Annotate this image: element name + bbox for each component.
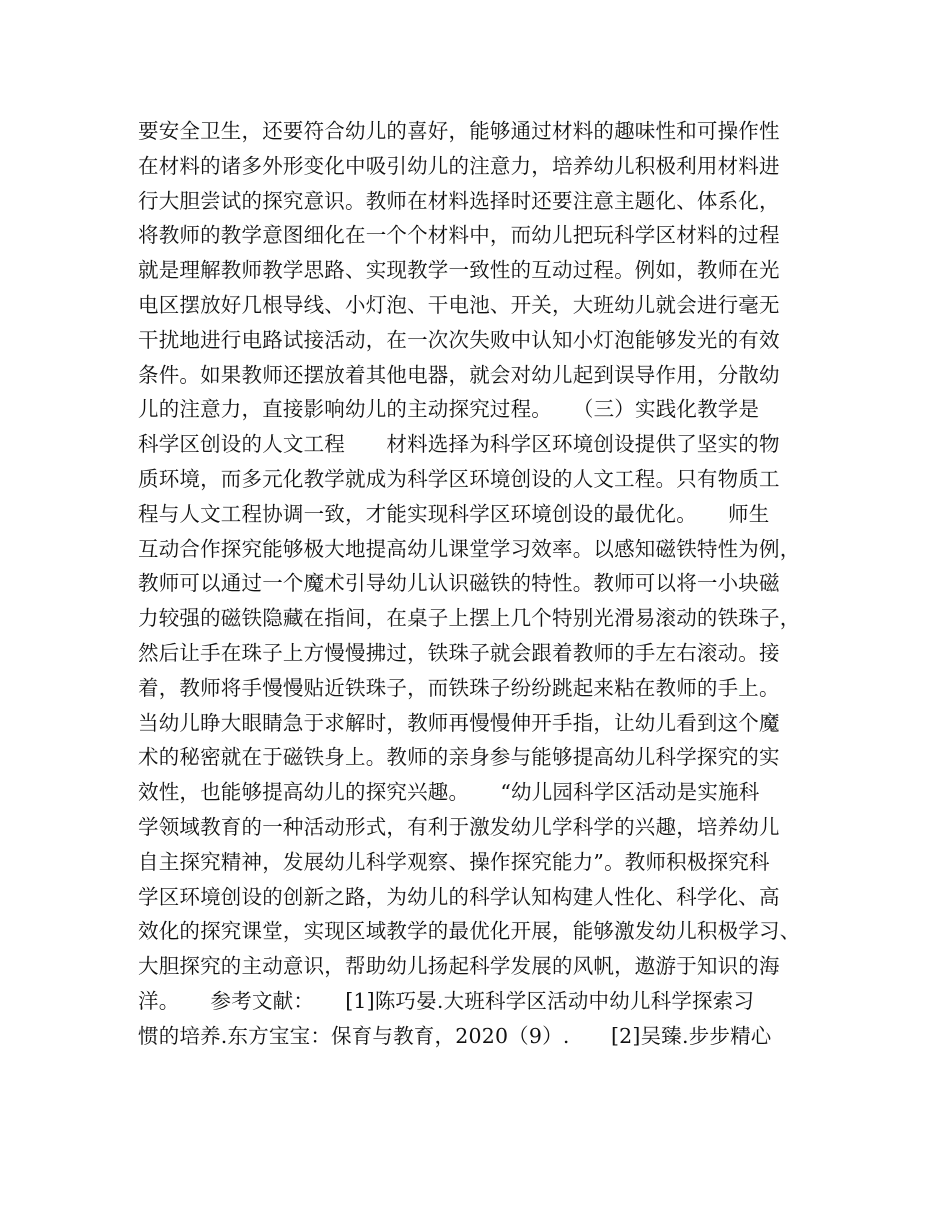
text-line: 术的秘密就在于磁铁身上。教师的亲身参与能够提高幼儿科学探究的实: [138, 745, 780, 770]
text-line: 学区环境创设的创新之路，为幼儿的科学认知构建人性化、科学化、高: [138, 884, 780, 909]
text-line: 程与人文工程协调一致，才能实现科学区环境创设的最优化。 师生: [138, 501, 770, 526]
text-line: 效化的探究课堂，实现区域教学的最优化开展，能够激发幼儿积极学习、: [138, 919, 801, 944]
body-text: [138, 114, 828, 1054]
text-line: 互动合作探究能够极大地提高幼儿课堂学习效率。以感知磁铁特性为例，: [138, 536, 801, 561]
text-line: 大胆探究的主动意识，帮助幼儿扬起科学发展的风帆，遨游于知识的海: [138, 954, 780, 979]
text-line: 条件。如果教师还摆放着其他电器，就会对幼儿起到误导作用，分散幼: [138, 362, 780, 387]
text-line: 干扰地进行电路试接活动，在一次次失败中认知小灯泡能够发光的有效: [138, 327, 780, 352]
text-line: 效性，也能够提高幼儿的探究兴趣。 “幼儿园科学区活动是实施科: [138, 780, 760, 805]
text-line: 自主探究精神，发展幼儿科学观察、操作探究能力”。教师积极探究科: [138, 849, 770, 874]
text-line: 洋。 参考文献： [1]陈巧晏.大班科学区活动中幼儿科学探索习: [138, 988, 755, 1013]
text-line: 力较强的磁铁隐藏在指间，在桌子上摆上几个特别光滑易滚动的铁珠子，: [138, 606, 801, 631]
text-line: 学领域教育的一种活动形式，有利于激发幼儿学科学的兴趣，培养幼儿: [138, 814, 780, 839]
text-line: 就是理解教师教学思路、实现教学一致性的互动过程。例如，教师在光: [138, 258, 780, 283]
text-line: 儿的注意力，直接影响幼儿的主动探究过程。 （三）实践化教学是: [138, 397, 760, 422]
text-line: 将教师的教学意图细化在一个个材料中，而幼儿把玩科学区材料的过程: [138, 223, 780, 248]
text-line: 质环境，而多元化教学就成为科学区环境创设的人文工程。只有物质工: [138, 466, 780, 491]
text-line: 惯的培养.东方宝宝：保育与教育，2020（9）. [2]吴臻.步步精心: [138, 1023, 772, 1048]
text-line: 行大胆尝试的探究意识。教师在材料选择时还要注意主题化、体系化，: [138, 188, 780, 213]
text-line: 科学区创设的人文工程 材料选择为科学区环境创设提供了坚实的物: [138, 432, 780, 457]
text-line: 当幼儿睁大眼睛急于求解时，教师再慢慢伸开手指，让幼儿看到这个魔: [138, 710, 780, 735]
text-line: 要安全卫生，还要符合幼儿的喜好，能够通过材料的趣味性和可操作性: [138, 119, 780, 143]
text-line: 然后让手在珠子上方慢慢拂过，铁珠子就会跟着教师的手左右滚动。接: [138, 640, 780, 665]
text-line: 教师可以通过一个魔术引导幼儿认识磁铁的特性。教师可以将一小块磁: [138, 571, 780, 596]
text-line: 电区摆放好几根导线、小灯泡、干电池、开关，大班幼儿就会进行毫无: [138, 292, 780, 317]
text-line: 在材料的诸多外形变化中吸引幼儿的注意力，培养幼儿积极利用材料进: [138, 153, 780, 178]
text-line: 着，教师将手慢慢贴近铁珠子，而铁珠子纷纷跳起来粘在教师的手上。: [138, 675, 780, 700]
